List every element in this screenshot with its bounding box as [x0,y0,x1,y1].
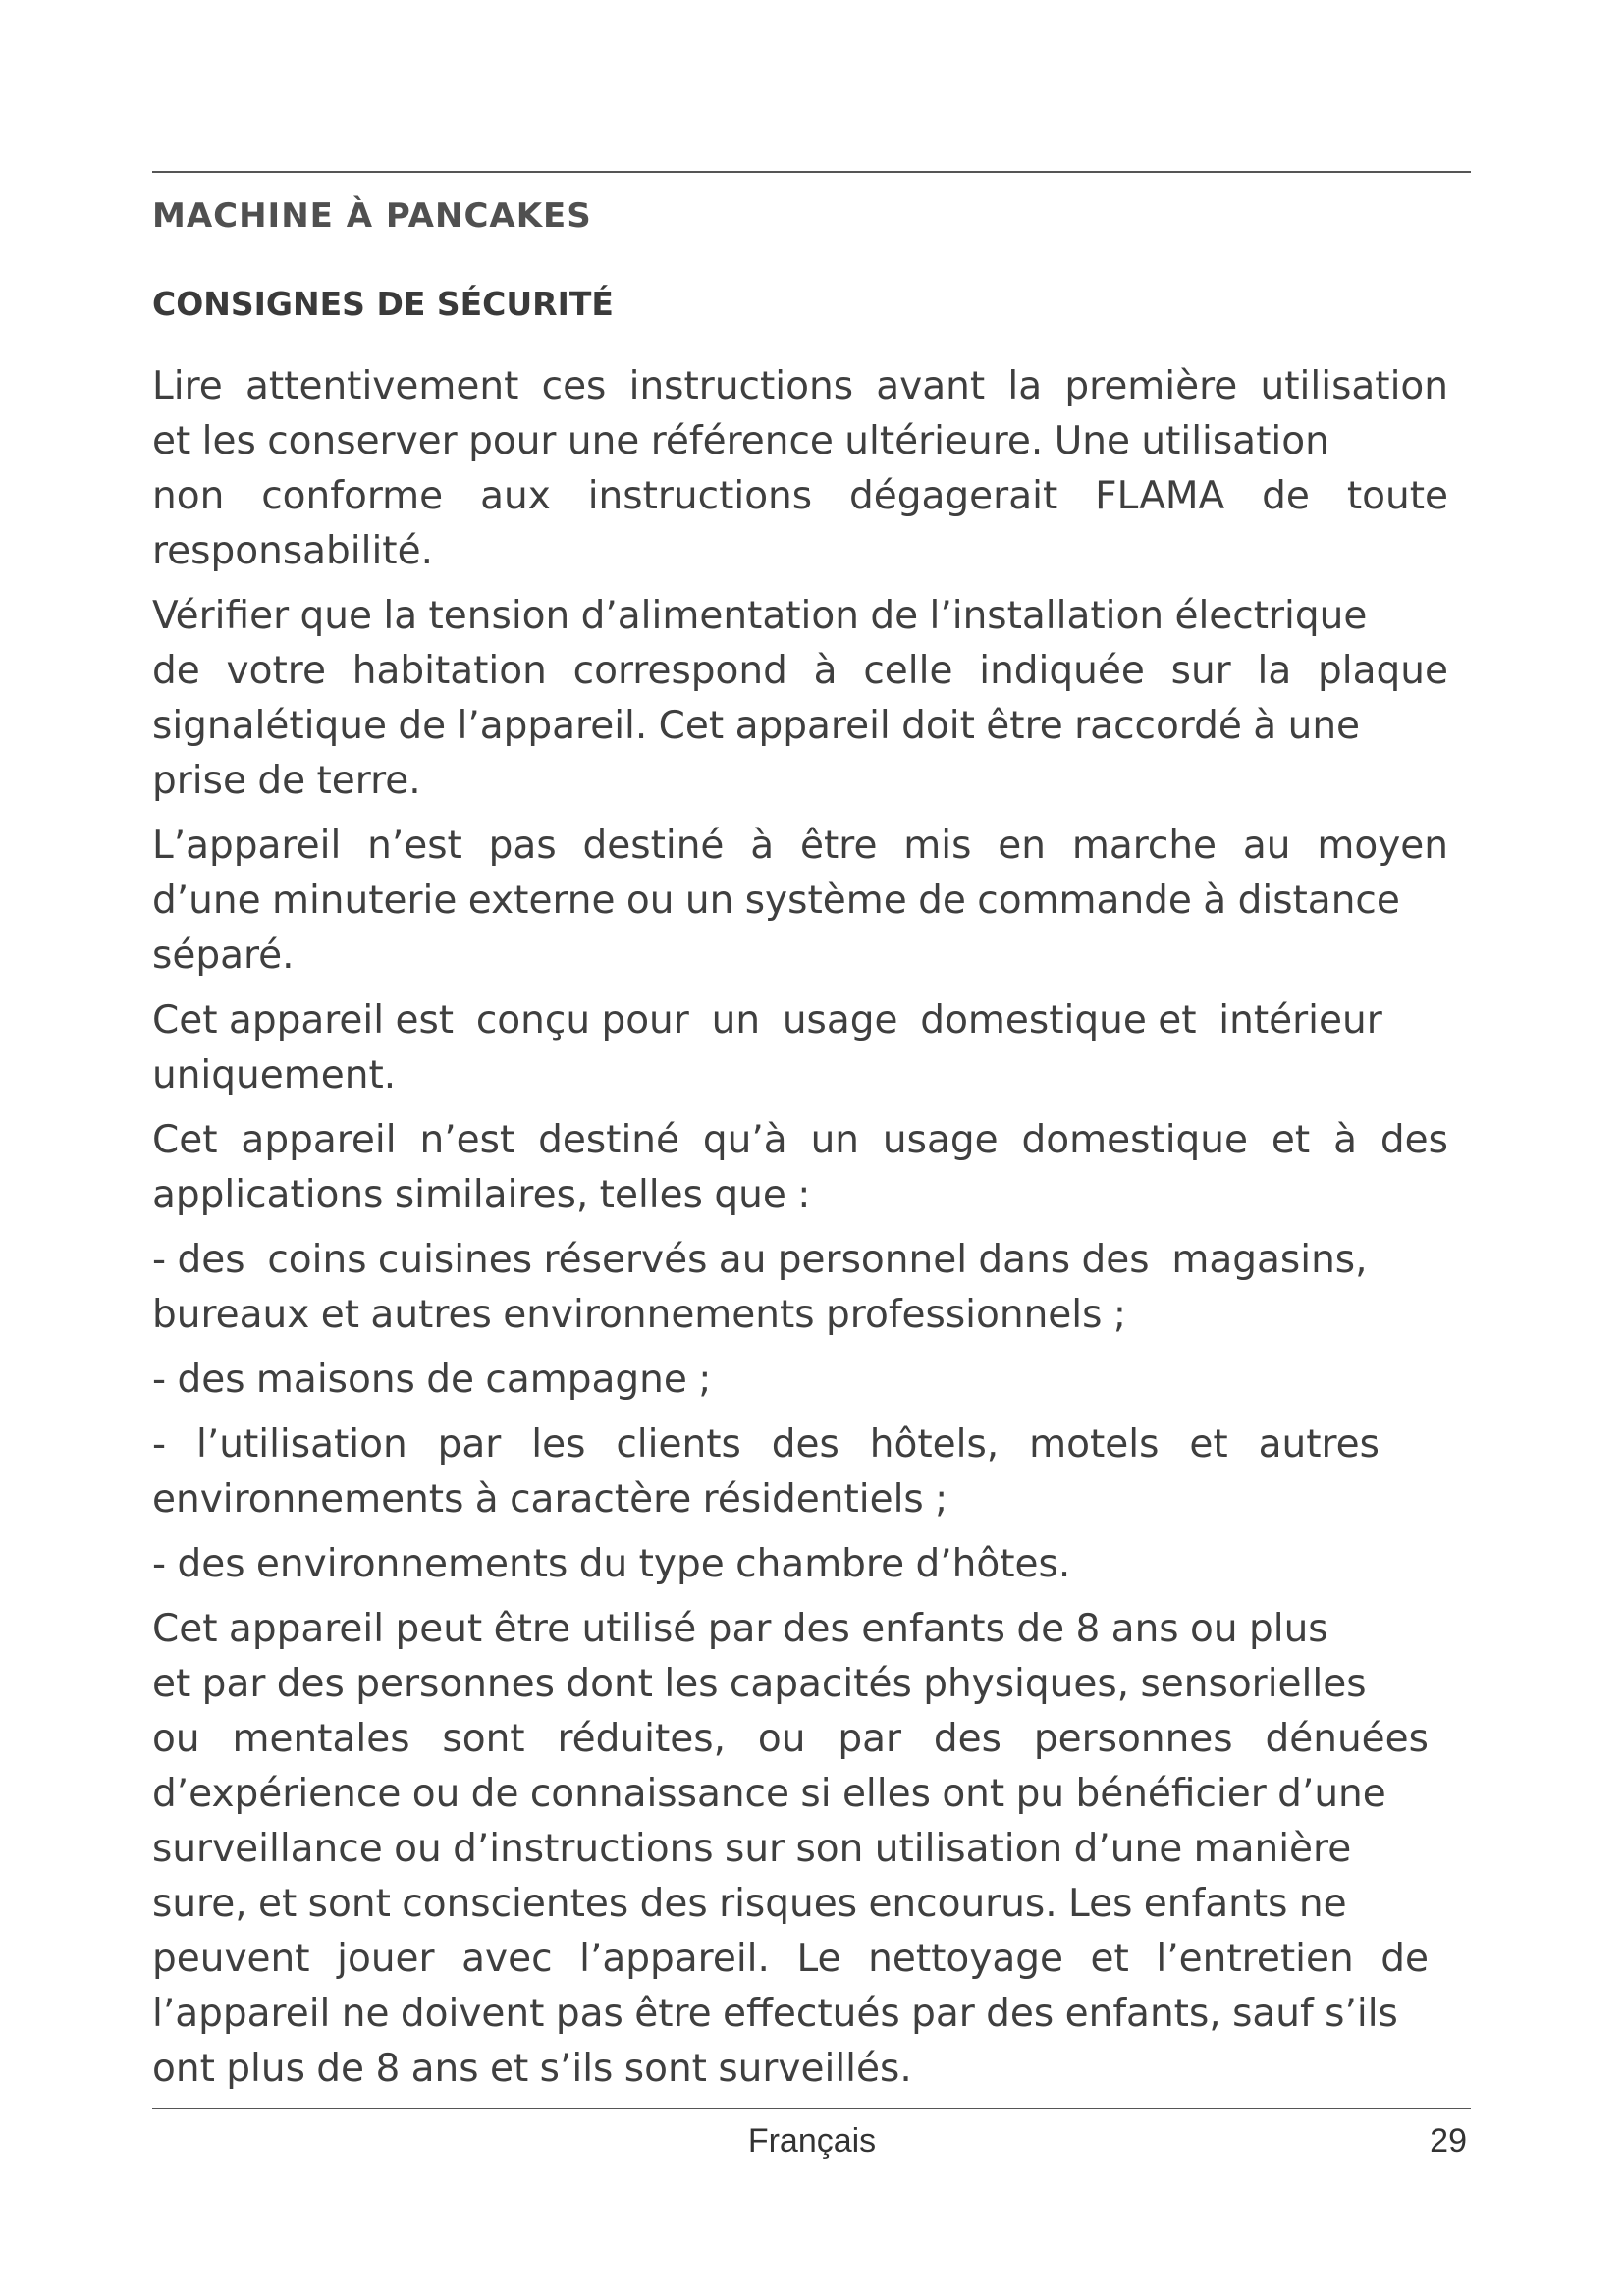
list-item-hotels [152,1417,1527,1527]
text-line: d’une minuterie externe ou un système de commande à distance [152,879,1400,923]
text-line: responsabilité. [152,529,433,573]
list-item-country-houses [152,1353,1527,1408]
text-line: Cet appareil n’est destiné qu’à un usage domestique et à des [152,1118,1448,1162]
text-line: environnements à caractère résidentiels ; [152,1477,948,1522]
text-line: peuvent jouer avec l’appareil. Le nettoyage et l’entretien de [152,1937,1429,1981]
text-line: L’appareil n’est pas destiné à être mis en marche au moyen [152,824,1448,868]
product-title: MACHINE À PANCAKES [152,196,592,236]
section-heading: CONSIGNES DE SÉCURITÉ [152,285,614,323]
text-line: signalétique de l’appareil. Cet appareil doit être raccordé à une [152,704,1361,748]
text-line: Cet appareil peut être utilisé par des enfants de 8 ans ou plus [152,1607,1328,1651]
text-line: surveillance ou d’instructions sur son utilisation d’une manière [152,1827,1352,1871]
paragraph-similar-applications [152,1113,1527,1223]
text-line: - des environnements du type chambre d’hôtes. [152,1542,1071,1586]
text-line: et les conserver pour une référence ultérieure. Une utilisation [152,419,1329,463]
text-line: Lire attentivement ces instructions avant la première utilisation [152,364,1448,408]
text-line: d’expérience ou de connaissance si elles ont pu bénéficier d’une [152,1772,1386,1816]
header-rule [152,171,1471,173]
text-line: - l’utilisation par les clients des hôtels, motels et autres [152,1422,1380,1467]
list-item-staff-kitchens [152,1233,1527,1343]
text-line: Vérifier que la tension d’alimentation de l’installation électrique [152,594,1368,638]
paragraph-voltage-check [152,589,1527,809]
paragraph-children-usage [152,1602,1527,2097]
text-line: prise de terre. [152,759,421,803]
text-line: séparé. [152,934,295,978]
footer-language: Français [747,2122,877,2160]
paragraph-domestic-use [152,993,1527,1103]
list-item-bed-and-breakfast [152,1537,1527,1592]
safety-instructions-body [152,359,1527,2107]
text-line: - des coins cuisines réservés au personnel dans des magasins, [152,1238,1368,1282]
text-line: ont plus de 8 ans et s’ils sont surveillés. [152,2047,912,2091]
text-line: sure, et sont conscientes des risques encourus. Les enfants ne [152,1882,1347,1926]
text-line: uniquement. [152,1053,397,1097]
text-line: l’appareil ne doivent pas être effectués par des enfants, sauf s’ils [152,1992,1398,2036]
text-line: - des maisons de campagne ; [152,1358,712,1402]
text-line: et par des personnes dont les capacités physiques, sensorielles [152,1662,1367,1706]
text-line: de votre habitation correspond à celle indiquée sur la plaque [152,649,1448,693]
page-number: 29 [1430,2122,1467,2160]
footer-rule [152,2108,1471,2109]
text-line: bureaux et autres environnements professionnels ; [152,1293,1126,1337]
text-line: applications similaires, telles que : [152,1173,811,1217]
paragraph-no-timer [152,819,1527,984]
text-line: ou mentales sont réduites, ou par des personnes dénuées [152,1717,1429,1761]
text-line: Cet appareil est conçu pour un usage domestique et intérieur [152,998,1382,1042]
paragraph-read-instructions [152,359,1527,579]
text-line: non conforme aux instructions dégagerait FLAMA de toute [152,474,1448,518]
